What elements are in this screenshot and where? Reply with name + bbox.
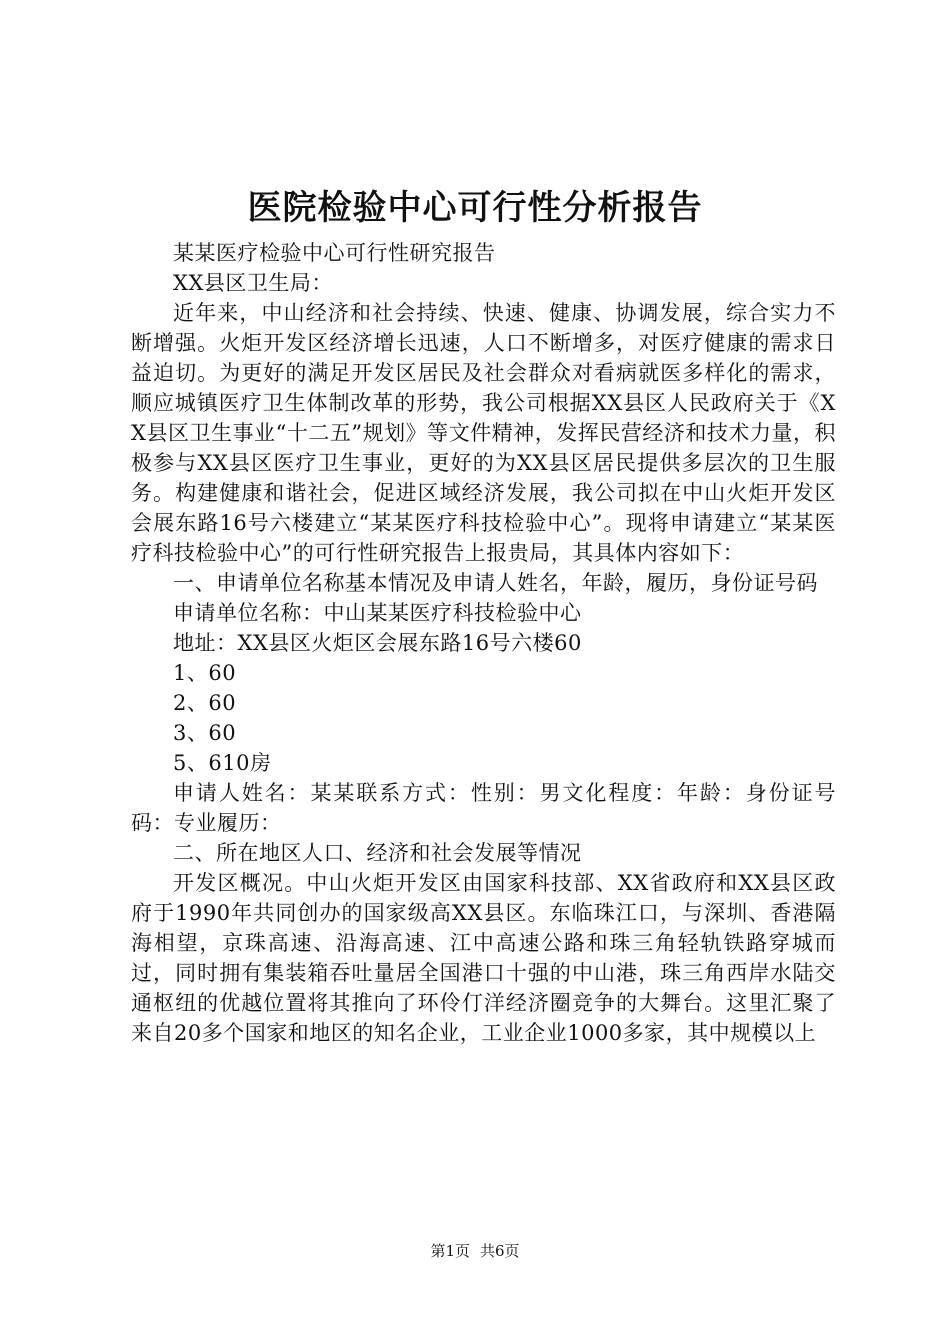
paragraph: 申请单位名称：中山某某医疗科技检验中心	[173, 601, 582, 625]
paragraph: 开发区概况。中山火炬开发区由国家科技部、XX省政府和XX县区政府于1990年共同创办的国家级高XX县区。东临珠江口，与深圳、香港隔海相望，京珠高速、沿海高速、江中高速公路和珠三角轻轨铁路穿城而过，同时拥有集装箱吞吐量居全国港口十强的中山港，珠三角西岸水陆交通枢纽的优越位置将其推向了环伶仃洋经济圈竞争的大舞台。这里汇聚了来自20多个国家和地区的知名企业，工业企业1000多家，其中规模以上	[131, 871, 836, 1045]
paragraph: 二、所在地区人口、经济和社会发展等情况	[173, 841, 582, 865]
paragraph: 申请人姓名：某某联系方式：性别：男文化程度：年龄：身份证号码：专业履历：	[131, 781, 836, 835]
paragraph: 某某医疗检验中心可行性研究报告	[173, 241, 496, 265]
document-body	[131, 238, 836, 1048]
paragraph: 5、610房	[173, 751, 272, 775]
page-number: 第1页	[430, 1242, 470, 1260]
page-footer	[0, 1241, 950, 1261]
paragraph: 一、申请单位名称基本情况及申请人姓名，年龄，履历，身份证号码	[173, 571, 818, 595]
paragraph: 2、60	[173, 691, 237, 715]
page-total: 共6页	[480, 1242, 520, 1260]
paragraph: 地址：XX县区火炬区会展东路16号六楼60	[173, 631, 582, 655]
paragraph: 3、60	[173, 721, 237, 745]
paragraph: XX县区卫生局：	[173, 271, 333, 295]
paragraph: 1、60	[173, 661, 237, 685]
document-title: 医院检验中心可行性分析报告	[247, 188, 703, 228]
paragraph: 近年来，中山经济和社会持续、快速、健康、协调发展，综合实力不断增强。火炬开发区经济增长迅速，人口不断增多，对医疗健康的需求日益迫切。为更好的满足开发区居民及社会群众对看病就医多样化的需求，顺应城镇医疗卫生体制改革的形势，我公司根据XX县区人民政府关于《XX县区卫生事业“十二五”规划》等文件精神，发挥民营经济和技术力量，积极参与XX县区医疗卫生事业，更好的为XX县区居民提供多层次的卫生服务。构建健康和谐社会，促进区域经济发展，我公司拟在中山火炬开发区会展东路16号六楼建立“某某医疗科技检验中心”。现将申请建立“某某医疗科技检验中心”的可行性研究报告上报贵局，其具体内容如下：	[131, 301, 836, 565]
